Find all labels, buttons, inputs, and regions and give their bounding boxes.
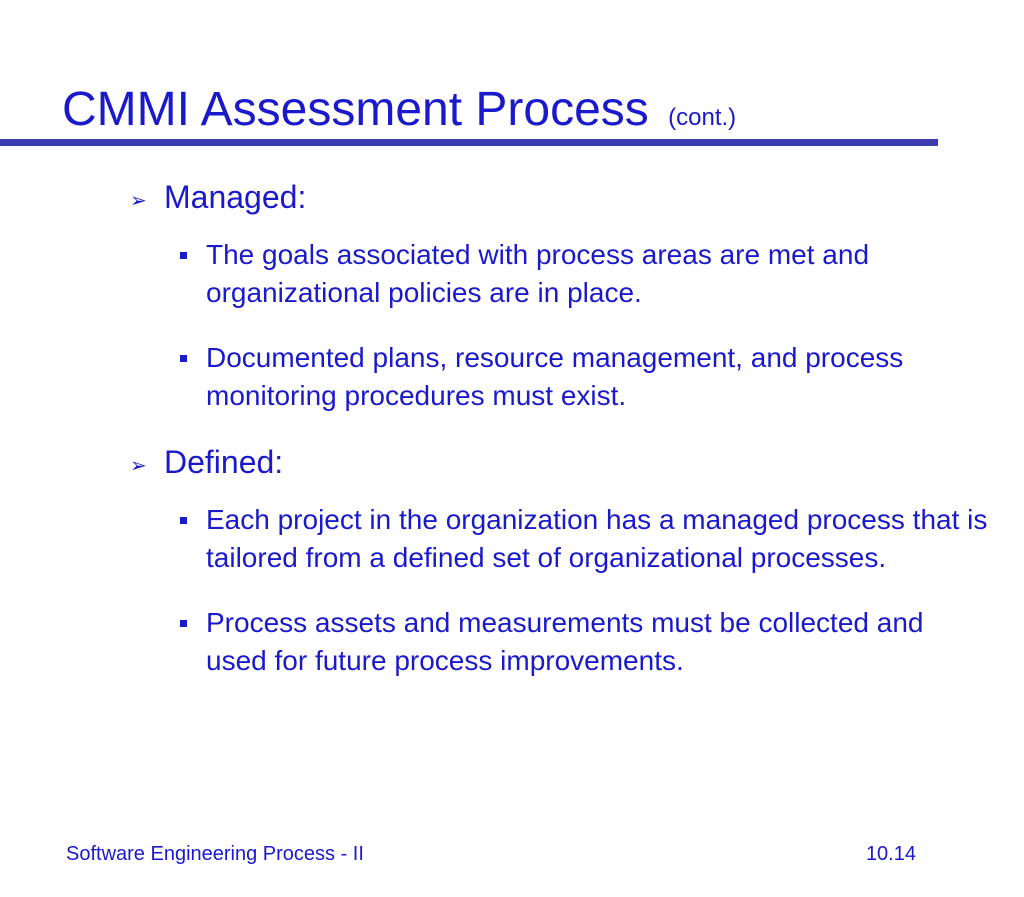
square-bullet-icon: [180, 252, 187, 259]
bullet-text: Each project in the organization has a managed process that is tailored from a defined set of organizational processes.: [206, 504, 988, 573]
square-bullet-icon: [180, 517, 187, 524]
bullet-item: [178, 236, 990, 312]
section-managed: [130, 175, 990, 415]
bullet-text: Documented plans, resource management, and process monitoring procedures must exist.: [206, 342, 904, 411]
slide-content: [130, 175, 990, 680]
footer-course-title: Software Engineering Process - II: [66, 843, 364, 865]
slide-title-text: CMMI Assessment Process: [62, 83, 649, 136]
title-divider: [0, 139, 938, 146]
bullet-list: [130, 501, 990, 680]
square-bullet-icon: [180, 355, 187, 362]
section-heading: [130, 175, 990, 219]
arrowhead-bullet-icon: ➢: [130, 190, 147, 212]
slide-title-suffix: (cont.): [668, 104, 737, 131]
bullet-text: Process assets and measurements must be collected and used for future process improvements.: [206, 607, 924, 676]
section-defined: [130, 440, 990, 680]
footer-page-number: 10.14: [865, 843, 916, 865]
bullet-list: [130, 236, 990, 415]
square-bullet-icon: [180, 620, 187, 627]
arrowhead-bullet-icon: ➢: [130, 455, 147, 477]
section-heading-text: Managed:: [164, 179, 307, 215]
bullet-item: [178, 339, 990, 415]
bullet-item: [178, 604, 990, 680]
section-heading-text: Defined:: [164, 444, 284, 480]
section-heading: [130, 440, 990, 484]
slide-title: [62, 80, 736, 148]
bullet-item: [178, 501, 990, 577]
bullet-text: The goals associated with process areas are met and organizational policies are in place.: [206, 239, 870, 308]
